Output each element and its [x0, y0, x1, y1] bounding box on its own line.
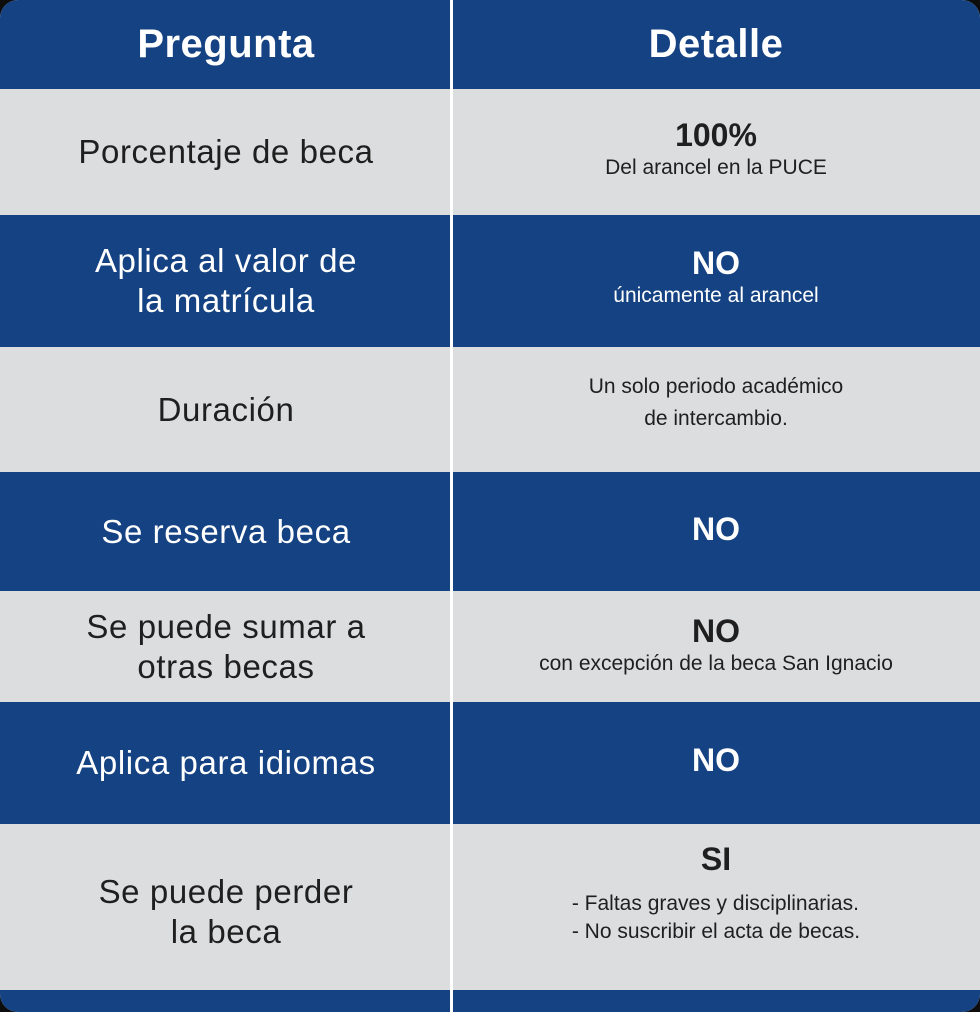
question-cell — [0, 824, 452, 990]
table-footer-strip — [0, 990, 980, 1012]
answer-note-line-2: de intercambio. — [644, 406, 788, 430]
answer-note: únicamente al arancel — [613, 284, 819, 307]
header-cell-detalle — [452, 0, 980, 89]
table-row — [0, 591, 980, 702]
table-row — [0, 89, 980, 215]
table-header — [0, 0, 980, 89]
question-cell — [0, 215, 452, 347]
table-row — [0, 824, 980, 990]
answer-reason-item: - No suscribir el acta de becas. — [571, 919, 861, 943]
answer-cell — [452, 824, 980, 990]
table-row — [0, 215, 980, 347]
answer-cell — [452, 215, 980, 347]
answer-cell — [452, 347, 980, 472]
question-text: Se reserva beca — [101, 512, 351, 550]
question-cell — [0, 347, 452, 472]
table-row — [0, 347, 980, 472]
column-divider — [450, 0, 453, 1012]
question-text-line-2: la matrícula — [137, 282, 315, 319]
answer-value: NO — [692, 612, 740, 649]
answer-value: NO — [692, 742, 740, 778]
question-text-line-2: la beca — [170, 913, 282, 950]
answer-cell — [452, 702, 980, 824]
question-text-line-2: otras becas — [137, 647, 315, 685]
question-text: Porcentaje de beca — [78, 133, 374, 170]
question-text-line-1: Aplica al valor de — [94, 242, 358, 279]
answer-value: NO — [692, 245, 740, 281]
question-cell — [0, 702, 452, 824]
answer-cell — [452, 591, 980, 702]
question-cell — [0, 89, 452, 215]
header-detalle-label: Detalle — [648, 22, 784, 66]
header-cell-pregunta — [0, 0, 452, 89]
answer-reason-item: - Faltas graves y disciplinarias. — [571, 891, 859, 915]
answer-reasons-list — [572, 890, 860, 946]
question-cell — [0, 472, 452, 591]
table-row — [0, 472, 980, 591]
table-row — [0, 702, 980, 824]
answer-value: 100% — [675, 117, 757, 153]
question-text: Duración — [157, 390, 295, 428]
answer-note-line-1: Un solo periodo académico — [588, 374, 844, 398]
question-text: Aplica para idiomas — [76, 744, 376, 781]
question-cell — [0, 591, 452, 702]
answer-note: Del arancel en la PUCE — [605, 156, 827, 179]
answer-cell — [452, 472, 980, 591]
header-pregunta-label: Pregunta — [137, 22, 315, 66]
answer-note: con excepción de la beca San Ignacio — [539, 651, 893, 675]
question-text-line-1: Se puede perder — [98, 873, 354, 910]
answer-value: NO — [692, 510, 740, 547]
question-text-line-1: Se puede sumar a — [86, 607, 366, 645]
answer-value: SI — [700, 840, 732, 877]
answer-cell — [452, 89, 980, 215]
